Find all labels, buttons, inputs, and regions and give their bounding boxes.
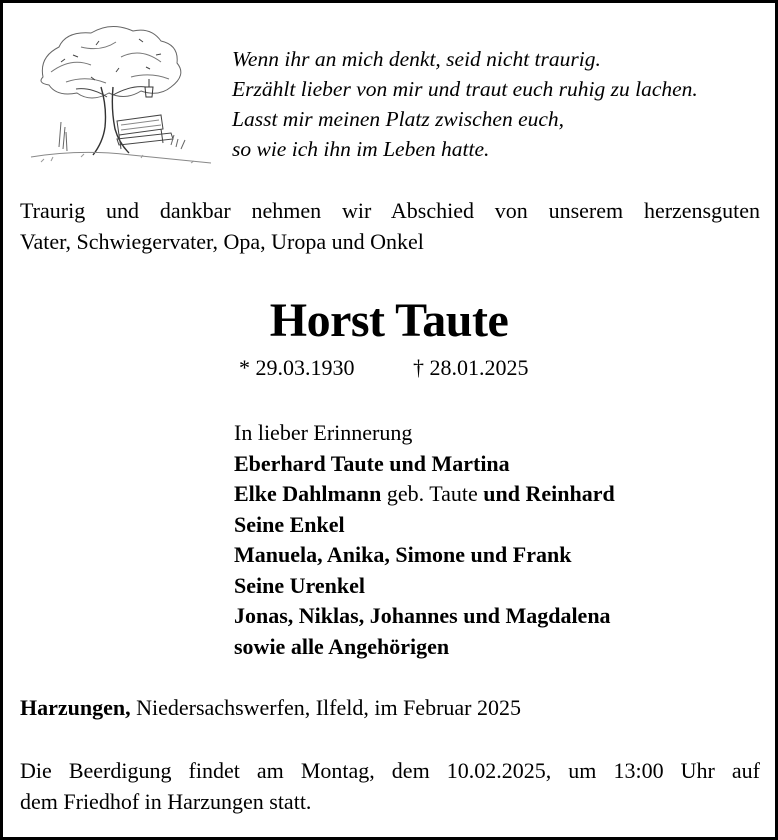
mourner-line: Jonas, Niklas, Johannes und Magdalena bbox=[234, 603, 611, 628]
funeral-line: Die Beerdigung findet am Montag, dem 10.02.2025, um 13:00 Uhr auf bbox=[20, 758, 760, 783]
poem-line: Lasst mir meinen Platz zwischen euch, bbox=[232, 107, 565, 131]
funeral-info bbox=[20, 755, 760, 817]
mourner-line: Eberhard Taute und Martina bbox=[234, 450, 510, 476]
place-rest: Niedersachswerfen, Ilfeld, im Februar 2025 bbox=[130, 695, 521, 720]
maiden-name: geb. Taute bbox=[381, 481, 484, 506]
mourners-heading: In lieber Erinnerung bbox=[234, 420, 413, 445]
mourner-line bbox=[234, 479, 615, 510]
death-date: † 28.01.2025 bbox=[413, 355, 529, 380]
poem-line: Erzählt lieber von mir und traut euch ruhig zu lachen. bbox=[232, 77, 698, 101]
mourners-list bbox=[234, 418, 615, 662]
mourner-line: sowie alle Angehörigen bbox=[234, 633, 450, 659]
poem-line: so wie ich ihn im Leben hatte. bbox=[232, 137, 490, 161]
intro-line: Vater, Schwiegervater, Opa, Uropa und Onkel bbox=[20, 229, 424, 254]
funeral-line: dem Friedhof in Harzungen statt. bbox=[20, 789, 312, 814]
intro-line: Traurig und dankbar nehmen wir Abschied von unserem herzensguten bbox=[20, 198, 760, 223]
birth-date: * 29.03.1930 bbox=[239, 355, 355, 380]
poem-line: Wenn ihr an mich denkt, seid nicht traurig. bbox=[232, 47, 601, 71]
poem bbox=[232, 44, 698, 164]
mourner-line: Manuela, Anika, Simone und Frank bbox=[234, 542, 572, 567]
mourner-line: Seine Enkel bbox=[234, 511, 345, 537]
mourner-name: Elke Dahlmann bbox=[234, 481, 382, 506]
place-main: Harzungen, bbox=[20, 695, 131, 720]
intro-text bbox=[20, 195, 760, 257]
deceased-name: Horst Taute bbox=[269, 294, 509, 347]
place-and-date bbox=[20, 693, 521, 723]
mourner-line: Seine Urenkel bbox=[234, 572, 365, 598]
tree-with-bench-sketch-icon bbox=[21, 17, 213, 169]
mourner-name: und Reinhard bbox=[483, 481, 615, 506]
